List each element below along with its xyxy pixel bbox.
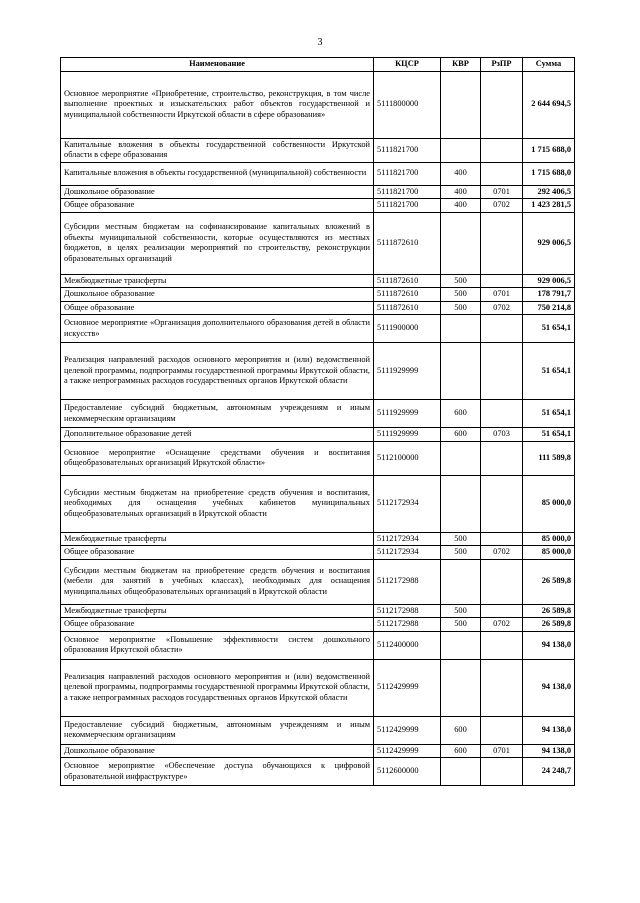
table-row: [61, 162, 575, 185]
row-kvr-cell: [441, 315, 481, 343]
row-rzpr-cell: [481, 274, 523, 288]
row-rzpr-cell: [481, 162, 523, 185]
row-name-cell: Предоставление субсидий бюджетным, автономным учреждениям и иным некоммерческим организациям: [61, 400, 374, 428]
row-name-cell: Общее образование: [61, 301, 374, 315]
table-row: [61, 343, 575, 400]
table-row: [61, 618, 575, 632]
row-kcsr-cell: 5111872610: [374, 288, 441, 302]
table-row: [61, 659, 575, 716]
row-sum-cell: 85 000,0: [523, 532, 575, 546]
row-name-cell: Основное мероприятие «Организация дополнительного образования детей в области искусств»: [61, 315, 374, 343]
row-name-cell: Общее образование: [61, 618, 374, 632]
row-kcsr-cell: 5111821700: [374, 185, 441, 199]
row-sum-cell: 178 791,7: [523, 288, 575, 302]
row-kvr-cell: 600: [441, 400, 481, 428]
row-rzpr-cell: [481, 559, 523, 604]
row-sum-cell: 2 644 694,5: [523, 71, 575, 138]
row-name-cell: Общее образование: [61, 199, 374, 213]
row-kvr-cell: [441, 758, 481, 786]
row-sum-cell: 94 138,0: [523, 631, 575, 659]
row-sum-cell: 292 406,5: [523, 185, 575, 199]
row-rzpr-cell: [481, 343, 523, 400]
row-sum-cell: 26 589,8: [523, 559, 575, 604]
header-name: Наименование: [61, 58, 374, 72]
row-kvr-cell: 400: [441, 162, 481, 185]
row-kvr-cell: [441, 441, 481, 475]
table-row: [61, 138, 575, 162]
row-rzpr-cell: 0701: [481, 744, 523, 758]
row-kcsr-cell: 5111929999: [374, 343, 441, 400]
row-name-cell: Субсидии местным бюджетам на приобретение средств обучения и воспитания (мебели для занятий в учебных классах), необходимых для оснащения муниципальных общеобразовательных организаций в Иркутской области: [61, 559, 374, 604]
row-rzpr-cell: [481, 716, 523, 744]
row-kcsr-cell: 5111929999: [374, 428, 441, 442]
row-sum-cell: 111 589,8: [523, 441, 575, 475]
row-name-cell: Межбюджетные трансферты: [61, 532, 374, 546]
row-kcsr-cell: 5112100000: [374, 441, 441, 475]
row-name-cell: Дополнительное образование детей: [61, 428, 374, 442]
row-kcsr-cell: 5111929999: [374, 400, 441, 428]
table-row: [61, 475, 575, 532]
row-sum-cell: 929 006,5: [523, 274, 575, 288]
row-name-cell: Общее образование: [61, 546, 374, 560]
row-rzpr-cell: 0702: [481, 618, 523, 632]
row-name-cell: Основное мероприятие «Приобретение, строительство, реконструкция, в том числе выполнение проектных и изыскательских работ объектов государственной и муниципальной собственности Иркутской области в сфере образования»: [61, 71, 374, 138]
row-name-cell: Реализация направлений расходов основного мероприятия и (или) ведомственной целевой программы, подпрограммы государственной программы Иркутской области, а также непрограммных расходов государственных органов Иркутской области: [61, 659, 374, 716]
table-body: [61, 71, 575, 786]
table-row: [61, 428, 575, 442]
table-header-row: [61, 58, 575, 72]
row-kvr-cell: [441, 212, 481, 274]
page-number: 3: [317, 37, 323, 48]
row-kvr-cell: [441, 138, 481, 162]
row-rzpr-cell: 0703: [481, 428, 523, 442]
row-kcsr-cell: 5111821700: [374, 138, 441, 162]
row-kvr-cell: 400: [441, 185, 481, 199]
row-kvr-cell: 400: [441, 199, 481, 213]
row-rzpr-cell: [481, 71, 523, 138]
table-row: [61, 441, 575, 475]
row-sum-cell: 26 589,8: [523, 618, 575, 632]
row-name-cell: Дошкольное образование: [61, 185, 374, 199]
row-name-cell: Основное мероприятие «Обеспечение доступа обучающихся к цифровой образовательной инфраструктуре»: [61, 758, 374, 786]
table-row: [61, 288, 575, 302]
row-rzpr-cell: [481, 441, 523, 475]
row-name-cell: Основное мероприятие «Оснащение средствами обучения и воспитания общеобразовательных организаций Иркутской области»: [61, 441, 374, 475]
row-name-cell: Капитальные вложения в объекты государственной (муниципальной) собственности: [61, 162, 374, 185]
table-row: [61, 631, 575, 659]
table-row: [61, 301, 575, 315]
row-kcsr-cell: 5112172934: [374, 532, 441, 546]
row-kcsr-cell: 5112172934: [374, 546, 441, 560]
row-kcsr-cell: 5111872610: [374, 212, 441, 274]
table-row: [61, 400, 575, 428]
row-name-cell: Капитальные вложения в объекты государственной собственности Иркутской области в сфере образования: [61, 138, 374, 162]
row-sum-cell: 1 715 688,0: [523, 162, 575, 185]
row-kvr-cell: [441, 559, 481, 604]
row-rzpr-cell: 0701: [481, 185, 523, 199]
row-rzpr-cell: [481, 631, 523, 659]
row-rzpr-cell: 0702: [481, 546, 523, 560]
header-kvr: КВР: [441, 58, 481, 72]
row-kvr-cell: 600: [441, 744, 481, 758]
header-sum: Сумма: [523, 58, 575, 72]
row-name-cell: Предоставление субсидий бюджетным, автономным учреждениям и иным некоммерческим организациям: [61, 716, 374, 744]
row-name-cell: Дошкольное образование: [61, 744, 374, 758]
row-kvr-cell: [441, 343, 481, 400]
table-row: [61, 604, 575, 618]
row-rzpr-cell: [481, 758, 523, 786]
row-sum-cell: 24 248,7: [523, 758, 575, 786]
row-rzpr-cell: [481, 532, 523, 546]
row-kcsr-cell: 5112429999: [374, 659, 441, 716]
row-rzpr-cell: 0702: [481, 301, 523, 315]
row-kcsr-cell: 5111872610: [374, 274, 441, 288]
row-kvr-cell: 500: [441, 546, 481, 560]
row-name-cell: Субсидии местным бюджетам на приобретение средств обучения и воспитания, необходимых для оснащения учебных кабинетов муниципальных общеобразовательных организаций в Иркутской области: [61, 475, 374, 532]
row-kvr-cell: 500: [441, 288, 481, 302]
row-rzpr-cell: [481, 212, 523, 274]
row-rzpr-cell: [481, 604, 523, 618]
row-kcsr-cell: 5111821700: [374, 199, 441, 213]
row-kcsr-cell: 5111872610: [374, 301, 441, 315]
row-name-cell: Межбюджетные трансферты: [61, 274, 374, 288]
row-sum-cell: 51 654,1: [523, 400, 575, 428]
row-kcsr-cell: 5112172988: [374, 559, 441, 604]
row-kvr-cell: [441, 631, 481, 659]
row-kcsr-cell: 5112429999: [374, 744, 441, 758]
row-rzpr-cell: [481, 400, 523, 428]
row-sum-cell: 1 423 281,5: [523, 199, 575, 213]
budget-table: [60, 57, 575, 786]
row-kvr-cell: [441, 475, 481, 532]
row-sum-cell: 51 654,1: [523, 343, 575, 400]
header-kcsr: КЦСР: [374, 58, 441, 72]
row-sum-cell: 94 138,0: [523, 744, 575, 758]
row-rzpr-cell: [481, 138, 523, 162]
row-sum-cell: 94 138,0: [523, 716, 575, 744]
row-kvr-cell: 500: [441, 274, 481, 288]
row-kvr-cell: 500: [441, 604, 481, 618]
row-name-cell: Межбюджетные трансферты: [61, 604, 374, 618]
row-sum-cell: 26 589,8: [523, 604, 575, 618]
row-name-cell: Реализация направлений расходов основного мероприятия и (или) ведомственной целевой программы, подпрограммы государственной программы Иркутской области, а также непрограммных расходов государственных органов Иркутской области: [61, 343, 374, 400]
row-rzpr-cell: 0701: [481, 288, 523, 302]
table-row: [61, 716, 575, 744]
row-rzpr-cell: [481, 659, 523, 716]
table-row: [61, 71, 575, 138]
row-kcsr-cell: 5111821700: [374, 162, 441, 185]
row-sum-cell: 929 006,5: [523, 212, 575, 274]
row-sum-cell: 85 000,0: [523, 475, 575, 532]
row-kvr-cell: [441, 71, 481, 138]
row-sum-cell: 51 654,1: [523, 428, 575, 442]
row-kcsr-cell: 5112172988: [374, 604, 441, 618]
table-row: [61, 758, 575, 786]
table-row: [61, 199, 575, 213]
row-kvr-cell: 600: [441, 428, 481, 442]
table-row: [61, 212, 575, 274]
table-row: [61, 532, 575, 546]
row-kcsr-cell: 5112600000: [374, 758, 441, 786]
row-rzpr-cell: [481, 475, 523, 532]
table-row: [61, 546, 575, 560]
row-name-cell: Субсидии местным бюджетам на софинансирование капитальных вложений в объекты муниципальной собственности, которые осуществляются из местных бюджетов, в целях реализации мероприятий по строительству, реконструкции образовательных организаций: [61, 212, 374, 274]
row-sum-cell: 51 654,1: [523, 315, 575, 343]
row-kcsr-cell: 5111800000: [374, 71, 441, 138]
header-rzpr: РзПР: [481, 58, 523, 72]
row-name-cell: Основное мероприятие «Повышение эффективности систем дошкольного образования Иркутской области»: [61, 631, 374, 659]
row-name-cell: Дошкольное образование: [61, 288, 374, 302]
row-kvr-cell: [441, 659, 481, 716]
row-kcsr-cell: 5112429999: [374, 716, 441, 744]
table-row: [61, 274, 575, 288]
row-kvr-cell: 500: [441, 618, 481, 632]
row-kcsr-cell: 5112172934: [374, 475, 441, 532]
row-kvr-cell: 500: [441, 532, 481, 546]
table-row: [61, 744, 575, 758]
row-sum-cell: 750 214,8: [523, 301, 575, 315]
table-row: [61, 559, 575, 604]
row-kcsr-cell: 5112172988: [374, 618, 441, 632]
row-rzpr-cell: 0702: [481, 199, 523, 213]
row-kvr-cell: 500: [441, 301, 481, 315]
table-row: [61, 185, 575, 199]
table-row: [61, 315, 575, 343]
row-sum-cell: 1 715 688,0: [523, 138, 575, 162]
row-kcsr-cell: 5111900000: [374, 315, 441, 343]
row-sum-cell: 85 000,0: [523, 546, 575, 560]
row-kcsr-cell: 5112400000: [374, 631, 441, 659]
row-sum-cell: 94 138,0: [523, 659, 575, 716]
row-rzpr-cell: [481, 315, 523, 343]
row-kvr-cell: 600: [441, 716, 481, 744]
